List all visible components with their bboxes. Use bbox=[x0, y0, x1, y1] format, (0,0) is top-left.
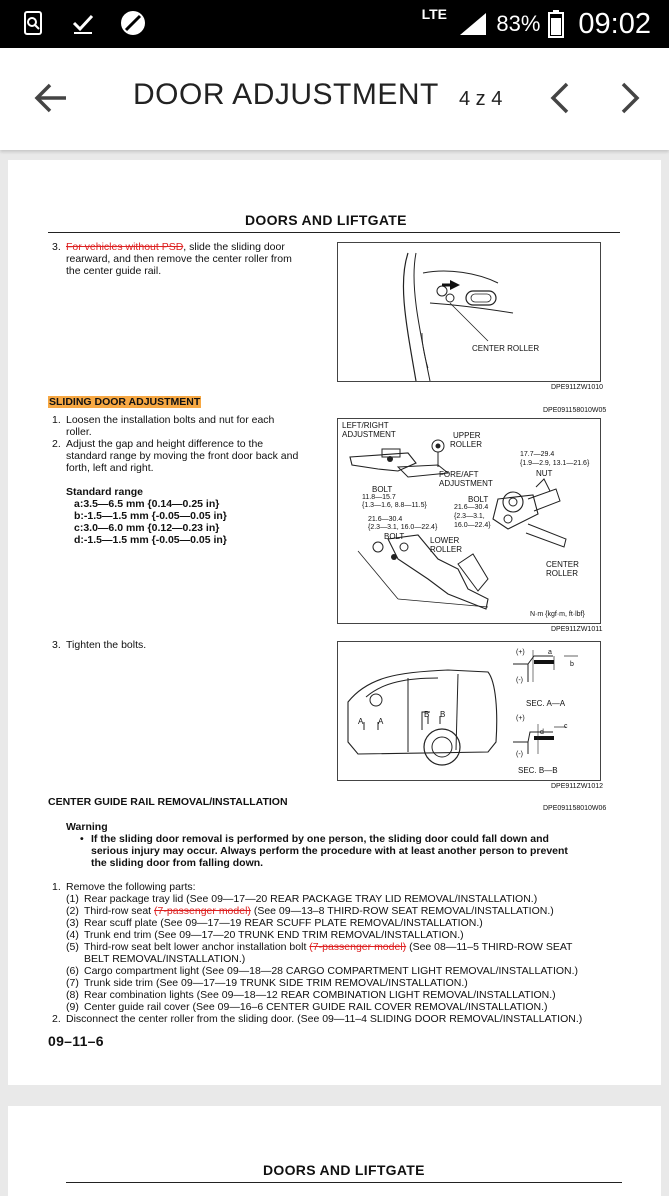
parts-item-text: Rear combination lights (See 09—18—12 REAR COMBINATION LIGHT REMOVAL/INSTALLATION.) bbox=[84, 989, 556, 1001]
fig2-code: DPE911ZW1011 bbox=[551, 626, 603, 633]
warning-line-2: serious injury may occur. Always perform the procedure with at least another person to prevent bbox=[91, 845, 568, 857]
figure-gap-sections bbox=[337, 641, 601, 781]
battery-percent: 83% bbox=[496, 11, 541, 36]
parts-item-number: (3) bbox=[66, 917, 79, 929]
marker-b-2: B bbox=[440, 710, 446, 719]
check-icon bbox=[68, 8, 98, 38]
parts-list-item bbox=[66, 965, 578, 977]
struck-text: (7-passenger model) bbox=[154, 905, 251, 917]
parts-item-text: Center guide rail cover (See 09—16–6 CENTER GUIDE RAIL COVER REMOVAL/INSTALLATION.) bbox=[84, 1001, 548, 1013]
document-page bbox=[8, 160, 661, 1085]
standard-range-a: a:3.5—6.5 mm {0.14—0.25 in} bbox=[74, 498, 220, 510]
bolt-3-label: BOLT bbox=[384, 532, 405, 541]
sd-step-2-line-1: Adjust the gap and height difference to the bbox=[66, 438, 264, 450]
torque-units: N·m {kgf·m, ft·lbf} bbox=[530, 611, 585, 618]
sd-step-2-line-3: forth, left and right. bbox=[66, 462, 154, 474]
left-right-adj-1: LEFT/RIGHT bbox=[342, 421, 389, 430]
bolt-3-torque-1: 21.6—30.4 bbox=[368, 516, 403, 523]
parts-item-number: (8) bbox=[66, 989, 79, 1001]
parts-item-number: (1) bbox=[66, 893, 79, 905]
next-divider bbox=[66, 1182, 622, 1183]
bolt-3-torque-2: {2.3—3.1, 16.0—22.4} bbox=[368, 524, 438, 531]
next-section-title: DOORS AND LIFTGATE bbox=[263, 1162, 425, 1178]
disconnect-step-text: Disconnect the center roller from the sliding door. (See 09—11–4 SLIDING DOOR REMOVAL/INSTALLATION.) bbox=[66, 1013, 583, 1025]
fig1-code: DPE911ZW1010 bbox=[551, 384, 604, 391]
struck-text: For vehicles without PSD bbox=[66, 241, 184, 253]
sec-bb-minus: (-) bbox=[516, 751, 523, 758]
sec-aa-plus: (+) bbox=[516, 649, 525, 656]
prev-page-chevron-icon[interactable] bbox=[545, 78, 575, 118]
sliding-code: DPE091158010W05 bbox=[543, 407, 607, 414]
parts-item-text: Trunk end trim (See 09—17—20 TRUNK END TRIM REMOVAL/INSTALLATION.) bbox=[84, 929, 464, 941]
standard-range-d: d:-1.5—1.5 mm {-0.05—0.05 in} bbox=[74, 534, 227, 546]
parts-list-item bbox=[66, 989, 556, 1001]
sd-step-2-line-2: standard range by moving the front door back and bbox=[66, 450, 299, 462]
parts-item-text: Cargo compartment light (See 09—18—28 CARGO COMPARTMENT LIGHT REMOVAL/INSTALLATION.) bbox=[84, 965, 579, 977]
marker-a-1: A bbox=[358, 717, 364, 726]
parts-item-number: (4) bbox=[66, 929, 79, 941]
sec-bb-d: d bbox=[540, 729, 544, 736]
fig3-code: DPE911ZW1012 bbox=[551, 783, 604, 790]
parts-item-text: BELT REMOVAL/INSTALLATION.) bbox=[84, 953, 246, 965]
left-right-adj-2: ADJUSTMENT bbox=[342, 430, 396, 439]
next-page-chevron-icon[interactable] bbox=[615, 78, 645, 118]
parts-item-text: Third-row seat bbox=[84, 905, 155, 917]
standard-range-c: c:3.0—6.0 mm {0.12—0.23 in} bbox=[74, 522, 220, 534]
marker-b-1: B bbox=[424, 710, 430, 719]
battery-icon bbox=[548, 10, 564, 38]
disconnect-step-num: 2. bbox=[52, 1013, 61, 1025]
sec-bb-title: SEC. B—B bbox=[518, 766, 558, 775]
sliding-door-heading bbox=[48, 396, 201, 408]
lower-roller-1: LOWER bbox=[430, 536, 460, 545]
screen-search-icon bbox=[18, 8, 48, 38]
upper-roller-1: UPPER bbox=[453, 431, 481, 440]
sec-aa-a: a bbox=[548, 649, 552, 656]
step-3-text: , slide the sliding door bbox=[183, 241, 285, 253]
parts-item-number: (5) bbox=[66, 941, 79, 953]
parts-list-item bbox=[66, 929, 464, 941]
parts-list-item bbox=[66, 905, 554, 917]
marker-a-2: A bbox=[378, 717, 384, 726]
cgr-code: DPE091158010W06 bbox=[543, 805, 607, 812]
warning-bullet: • bbox=[80, 833, 84, 845]
parts-item-text: Rear scuff plate (See 09—17—19 REAR SCUFF PLATE REMOVAL/INSTALLATION.) bbox=[84, 917, 483, 929]
parts-item-number: (2) bbox=[66, 905, 79, 917]
parts-list-item bbox=[66, 953, 245, 965]
parts-item-text: Rear package tray lid (See 09—17—20 REAR PACKAGE TRAY LID REMOVAL/INSTALLATION.) bbox=[84, 893, 538, 905]
sec-aa-minus: (-) bbox=[516, 677, 523, 684]
divider bbox=[48, 232, 620, 233]
clock: 09:02 bbox=[578, 7, 651, 40]
next-document-page bbox=[8, 1106, 661, 1196]
parts-list-item bbox=[66, 893, 537, 905]
warning-title: Warning bbox=[66, 821, 108, 833]
parts-item-text: (See 09—13–8 THIRD-ROW SEAT REMOVAL/INSTALLATION.) bbox=[250, 905, 554, 917]
parts-list-item bbox=[66, 1001, 548, 1013]
standard-range-b: b:-1.5—1.5 mm {-0.05—0.05 in} bbox=[74, 510, 227, 522]
center-roller-2: ROLLER bbox=[546, 569, 579, 578]
bolt-1-torque-2: {1.3—1.6, 8.8—11.5} bbox=[362, 502, 427, 509]
network-type: LTE bbox=[421, 6, 447, 22]
warning-line-1: If the sliding door removal is performed by one person, the sliding door could fall down and bbox=[91, 833, 549, 845]
figure-roller-adjustment bbox=[337, 418, 601, 624]
back-arrow-icon[interactable] bbox=[32, 78, 72, 118]
fore-aft-1: FORE/AFT bbox=[439, 470, 479, 479]
remove-step-title: Remove the following parts: bbox=[66, 881, 196, 893]
fig1-center-roller-label: CENTER ROLLER bbox=[472, 344, 540, 353]
bolt-2-torque-3: 16.0—22.4} bbox=[454, 522, 491, 529]
sd-step-3-num: 3. bbox=[52, 639, 61, 651]
sd-step-3-text: Tighten the bolts. bbox=[66, 639, 147, 651]
sd-step-1-num: 1. bbox=[52, 414, 61, 426]
parts-item-text: (See 08—11–5 THIRD-ROW SEAT bbox=[406, 941, 573, 953]
bolt-1-torque-1: 11.8—15.7 bbox=[362, 494, 396, 501]
page-title: DOOR ADJUSTMENT bbox=[133, 78, 439, 111]
bolt-2-label: BOLT bbox=[468, 495, 489, 504]
block-icon bbox=[118, 8, 148, 38]
sec-aa-b: b bbox=[570, 661, 574, 668]
center-roller-1: CENTER bbox=[546, 560, 579, 569]
fore-aft-2: ADJUSTMENT bbox=[439, 479, 493, 488]
parts-item-text: Trunk side trim (See 09—17—19 TRUNK SIDE TRIM REMOVAL/INSTALLATION.) bbox=[84, 977, 468, 989]
parts-item-number: (9) bbox=[66, 1001, 79, 1013]
sd-step-1-line-2: roller. bbox=[66, 426, 92, 438]
section-title: DOORS AND LIFTGATE bbox=[245, 212, 407, 228]
parts-list-item bbox=[66, 941, 572, 953]
sec-bb-plus: (+) bbox=[516, 715, 525, 722]
step-3-line-3: the center guide rail. bbox=[66, 265, 162, 277]
bolt-1-label: BOLT bbox=[372, 485, 393, 494]
status-right bbox=[458, 4, 651, 44]
bolt-2-torque-2: {2.3—3.1, bbox=[454, 513, 485, 520]
step-3-line-2: rearward, and then remove the center roller from bbox=[66, 253, 292, 265]
nut-torque-2: {1.9—2.9, 13.1—21.6} bbox=[520, 460, 590, 467]
step-3-line-1 bbox=[66, 241, 285, 253]
highlighted-heading: SLIDING DOOR ADJUSTMENT bbox=[49, 396, 201, 408]
bolt-2-torque-1: 21.6—30.4 bbox=[454, 504, 489, 511]
sec-aa-title: SEC. A—A bbox=[526, 699, 566, 708]
sec-bb-c: c bbox=[564, 723, 568, 730]
figure-center-roller bbox=[337, 242, 601, 382]
upper-roller-2: ROLLER bbox=[450, 440, 483, 449]
sd-step-1-line-1: Loosen the installation bolts and nut for each bbox=[66, 414, 275, 426]
page-indicator: 4 z 4 bbox=[459, 88, 503, 110]
parts-item-number: (6) bbox=[66, 965, 79, 977]
page-number: 09–11–6 bbox=[48, 1033, 104, 1049]
app-bar bbox=[0, 48, 669, 150]
lower-roller-2: ROLLER bbox=[430, 545, 463, 554]
signal-icon bbox=[458, 11, 488, 37]
cgr-heading: CENTER GUIDE RAIL REMOVAL/INSTALLATION bbox=[48, 796, 288, 808]
parts-item-text: Third-row seat belt lower anchor installation bolt bbox=[84, 941, 310, 953]
remove-step-num: 1. bbox=[52, 881, 61, 893]
warning-line-3: the sliding door from falling down. bbox=[91, 857, 264, 869]
status-left-icons bbox=[18, 8, 148, 38]
parts-item-number: (7) bbox=[66, 977, 79, 989]
struck-text: (7-passenger model) bbox=[309, 941, 407, 953]
parts-list-item bbox=[66, 977, 468, 989]
nut-label: NUT bbox=[536, 469, 553, 478]
step-3-num: 3. bbox=[52, 241, 61, 253]
parts-list-item bbox=[66, 917, 483, 929]
nut-torque-1: 17.7—29.4 bbox=[520, 451, 555, 458]
sd-step-2-num: 2. bbox=[52, 438, 61, 450]
status-bar bbox=[0, 0, 669, 48]
standard-range-title: Standard range bbox=[66, 486, 144, 498]
